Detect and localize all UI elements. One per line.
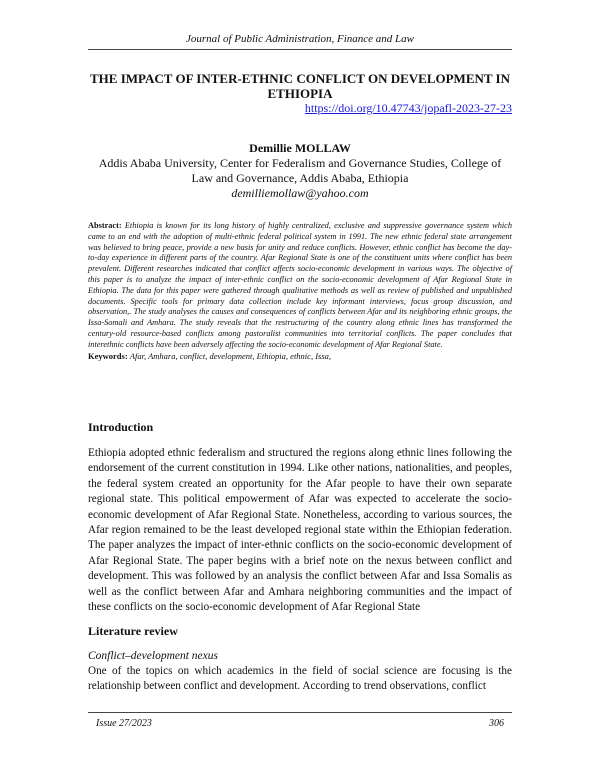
paper-title: THE IMPACT OF INTER-ETHNIC CONFLICT ON DEVELOPMENT IN ETHIOPIA	[89, 71, 511, 101]
abstract-text: Ethiopia is known for its long history of highly centralized, exclusive and suppressive governance system which came to an end with the adoption of multi-ethnic federal political system in 1991. The new ethnic federal state arrangement was believed to bring peace, provide a new basis for unity and reduce conflicts. However, ethnic conflict has become the day-to-day experience in different parts of the country. Afar Regional State is one of the constituent units where conflict has been prevalent. Different researches indicated that conflict affects socio-economic development in various ways. The objective of this paper is to analyze the impact of inter-ethnic conflict on the socio-economic development of Afar Regional State in Ethiopia. The data for this paper were gathered through qualitative methods as well as review of published and unpublished documents. Specific tools for primary data collection include key informant interviews, focus group discussion, and observation,. The study analyses the causes and consequences of conflicts between Afar and its neighboring ethnic groups, the Issa-Somali and Amhara. The study reveals that the restructuring of the country along ethnic lines has transformed the century-old resource-based conflicts among pastoralist communities into territorial conflicts. The paper concludes that interethnic conflicts have been adversely affecting the socio-economic development of Afar Regional State.	[88, 221, 512, 349]
abstract	[88, 221, 512, 351]
author-block	[88, 141, 512, 201]
author-affiliation: Addis Ababa University, Center for Federalism and Governance Studies, College of Law and Governance, Addis Ababa, Ethiopia	[98, 156, 502, 185]
author-name: Demillie MOLLAW	[249, 141, 351, 155]
introduction-text: Ethiopia adopted ethnic federalism and structured the regions along ethnic lines following the endorsement of the current constitution in 1994. Like other nations, nationalities, and peoples, the federal system created an opportunity for the Afar people to have their own separate regional state. This political empowerment of Afar was expected to accelerate the socio-economic development of Afar Regional State. Nonetheless, according to various sources, the Afar region remained to be the least developed regional state within the Ethiopian federation. The paper analyzes the impact of inter-ethnic conflicts on the socio-economic development of Afar Regional State. The paper begins with a brief note on the nexus between conflict and development. This was followed by an analysis the conflict between Afar and Issa Somalis as well as the conflict between Afar and Amhara neighboring communities and the impact of these conflicts on the socio-economic development of Afar Regional State	[88, 447, 512, 614]
issue-number: Issue 27/2023	[96, 718, 152, 729]
keywords	[88, 351, 512, 361]
introduction-heading: Introduction	[88, 420, 154, 434]
journal-title: Journal of Public Administration, Finance and Law	[185, 33, 415, 45]
literature-heading: Literature review	[88, 624, 178, 638]
literature-text: One of the topics on which academics in the field of social science are focusing is the relationship between conflict and development. According to trend observations, conflict	[88, 665, 512, 693]
literature-subheading: Conflict–development nexus	[88, 650, 218, 662]
keywords-label: Keywords:	[88, 351, 128, 361]
keywords-text: Afar, Amhara, conflict, development, Ethiopia, ethnic, Issa,	[129, 351, 332, 361]
author-email: demilliemollaw@yahoo.com	[231, 186, 369, 200]
footer-rule	[88, 712, 512, 713]
page-number: 306	[489, 718, 504, 729]
abstract-label: Abstract:	[88, 221, 122, 230]
doi-link[interactable]: https://doi.org/10.47743/jopafl-2023-27-23	[304, 101, 512, 115]
header-rule	[88, 49, 512, 50]
